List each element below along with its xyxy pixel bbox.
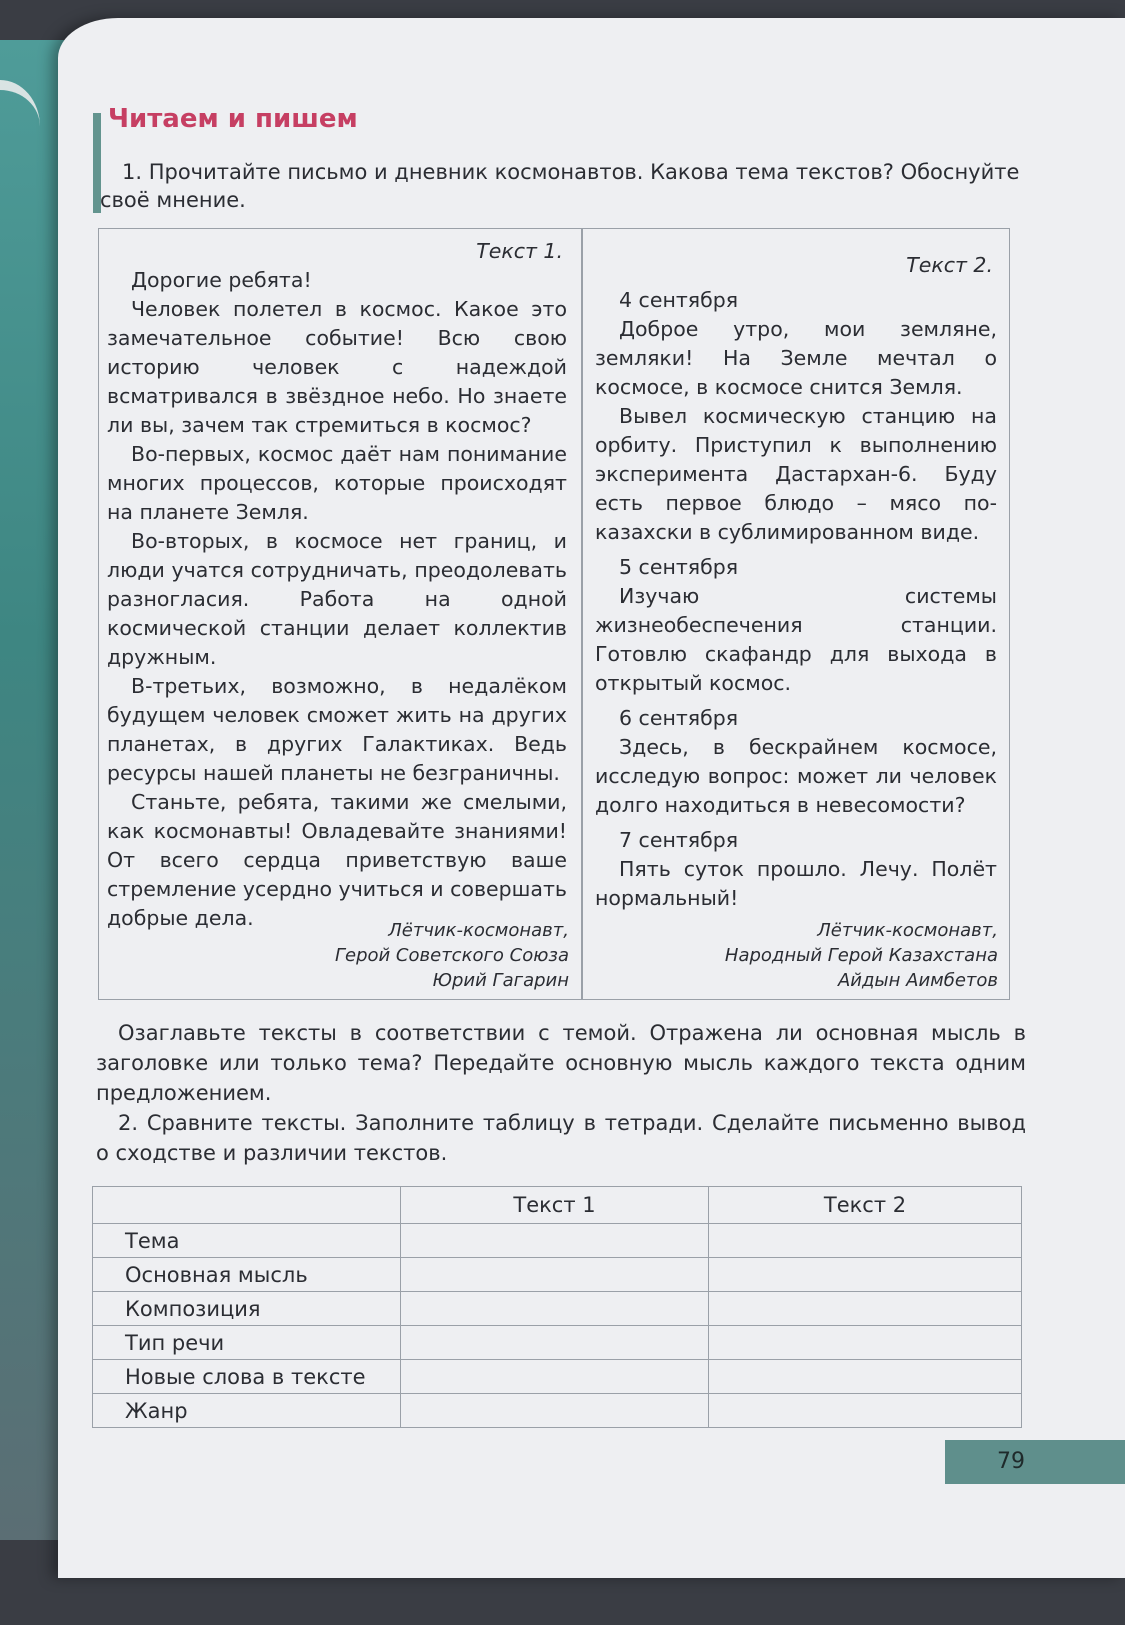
table-cell (401, 1326, 709, 1360)
text-1-paragraph-1: Человек полетел в космос. Какое это замечательное событие! Всю свою историю человек с надеждой всматривался в звёздное небо. Но знаете ли вы, зачем так стремиться в космос? (107, 297, 567, 437)
task-2-instructions: 2. Сравните тексты. Заполните таблицу в тетради. Сделайте письменно вывод о сходстве и различии текстов. (96, 1111, 1026, 1165)
table-row-label: Новые слова в тексте (93, 1360, 401, 1394)
table-row (93, 1224, 1022, 1258)
text-2-date-2: 5 сентября (619, 555, 739, 579)
table-cell (709, 1224, 1022, 1258)
text-2-date-1: 4 сентября (619, 288, 739, 312)
table-header-row (93, 1187, 1022, 1224)
text-1-paragraph-5: Станьте, ребята, такими же смелыми, как космонавты! Овладевайте знаниями! От всего сердца приветствую ваше стремление усердно учиться и совершать добрые дела. (107, 790, 567, 930)
table-row (93, 1258, 1022, 1292)
table-cell (709, 1258, 1022, 1292)
table-row-label: Тема (93, 1224, 401, 1258)
table-cell (401, 1224, 709, 1258)
table-row (93, 1394, 1022, 1428)
text-2-date-4: 7 сентября (619, 828, 739, 852)
table-header-empty (93, 1187, 401, 1224)
table-row-label: Композиция (93, 1292, 401, 1326)
task-1-line-2: своё мнение. (100, 188, 246, 212)
section-title: Читаем и пишем (108, 104, 358, 134)
text-1-signature-line-2: Герой Советского Союза (334, 945, 569, 966)
texts-frame (98, 228, 1010, 1000)
title-texts-instruction: Озаглавьте тексты в соответствии с темой. Отражена ли основная мысль в заголовке или только тема? Передайте основную мысль каждого текста одним предложением. (96, 1021, 1026, 1105)
table-cell (709, 1394, 1022, 1428)
text-1-signature (335, 918, 569, 993)
text-2-signature-line-3: Айдын Аимбетов (837, 970, 998, 991)
text-1-greeting: Дорогие ребята! (131, 268, 312, 292)
text-2-entry-1-paragraph-2: Вывел космическую станцию на орбиту. Приступил к выполнению эксперимента Дастархан-6. Буду есть первое блюдо – мясо по-казахски в сублимированном виде. (595, 404, 997, 544)
task-1-instructions (100, 158, 1035, 214)
text-1-paragraph-2: Во-первых, космос даёт нам понимание многих процессов, которые происходят на планете Земля. (107, 442, 567, 524)
text-2-entry-4: Пять суток прошло. Лечу. Полёт нормальный! (595, 857, 997, 910)
table-row (93, 1360, 1022, 1394)
table-header-text-1: Текст 1 (401, 1187, 709, 1224)
text-2-signature-line-2: Народный Герой Казахстана (724, 945, 998, 966)
table-cell (709, 1292, 1022, 1326)
text-2-entry-3: Здесь, в бескрайнем космосе, исследую вопрос: может ли человек долго находиться в невесомости? (595, 735, 997, 817)
table-row-label: Тип речи (93, 1326, 401, 1360)
table-cell (401, 1292, 709, 1326)
book-page (58, 18, 1125, 1578)
follow-up-instructions (96, 1018, 1026, 1168)
table-cell (401, 1360, 709, 1394)
table-row-label: Жанр (93, 1394, 401, 1428)
table-row (93, 1292, 1022, 1326)
table-cell (401, 1394, 709, 1428)
table-cell (709, 1360, 1022, 1394)
text-2-entry-2: Изучаю системы жизнеобеспечения станции. Готовлю скафандр для выхода в открытый космос. (595, 584, 997, 695)
text-2-signature (725, 918, 998, 993)
text-1-paragraph-3: Во-вторых, в космосе нет границ, и люди учатся сотрудничать, преодолевать разногласия. Работа на одной космической станции делает коллектив дружным. (107, 529, 567, 669)
text-1-label: Текст 1. (476, 239, 563, 263)
text-1-signature-line-1: Лётчик-космонавт, (388, 920, 569, 941)
text-1-signature-line-3: Юрий Гагарин (432, 970, 569, 991)
table-cell (401, 1258, 709, 1292)
table-cell (709, 1326, 1022, 1360)
text-1-paragraph-4: В-третьих, возможно, в недалёком будущем человек сможет жить на других планетах, в других Галактиках. Ведь ресурсы нашей планеты не безграничны. (107, 674, 567, 785)
text-1-signature-area (99, 229, 581, 999)
comparison-table (92, 1186, 1022, 1428)
table-row (93, 1326, 1022, 1360)
text-2-signature-line-1: Лётчик-космонавт, (817, 920, 998, 941)
text-2-entry-1-paragraph-1: Доброе утро, мои земляне, земляки! На Земле мечтал о космосе, в космосе снится Земля. (595, 317, 997, 399)
task-1-line-1: 1. Прочитайте письмо и дневник космонавтов. Какова тема текстов? Обоснуйте (122, 160, 1020, 184)
text-2-label: Текст 2. (906, 253, 993, 277)
table-header-text-2: Текст 2 (709, 1187, 1022, 1224)
page-number: 79 (945, 1440, 1125, 1484)
text-2-date-3: 6 сентября (619, 706, 739, 730)
table-row-label: Основная мысль (93, 1258, 401, 1292)
text-2-signature-area (582, 229, 1008, 999)
